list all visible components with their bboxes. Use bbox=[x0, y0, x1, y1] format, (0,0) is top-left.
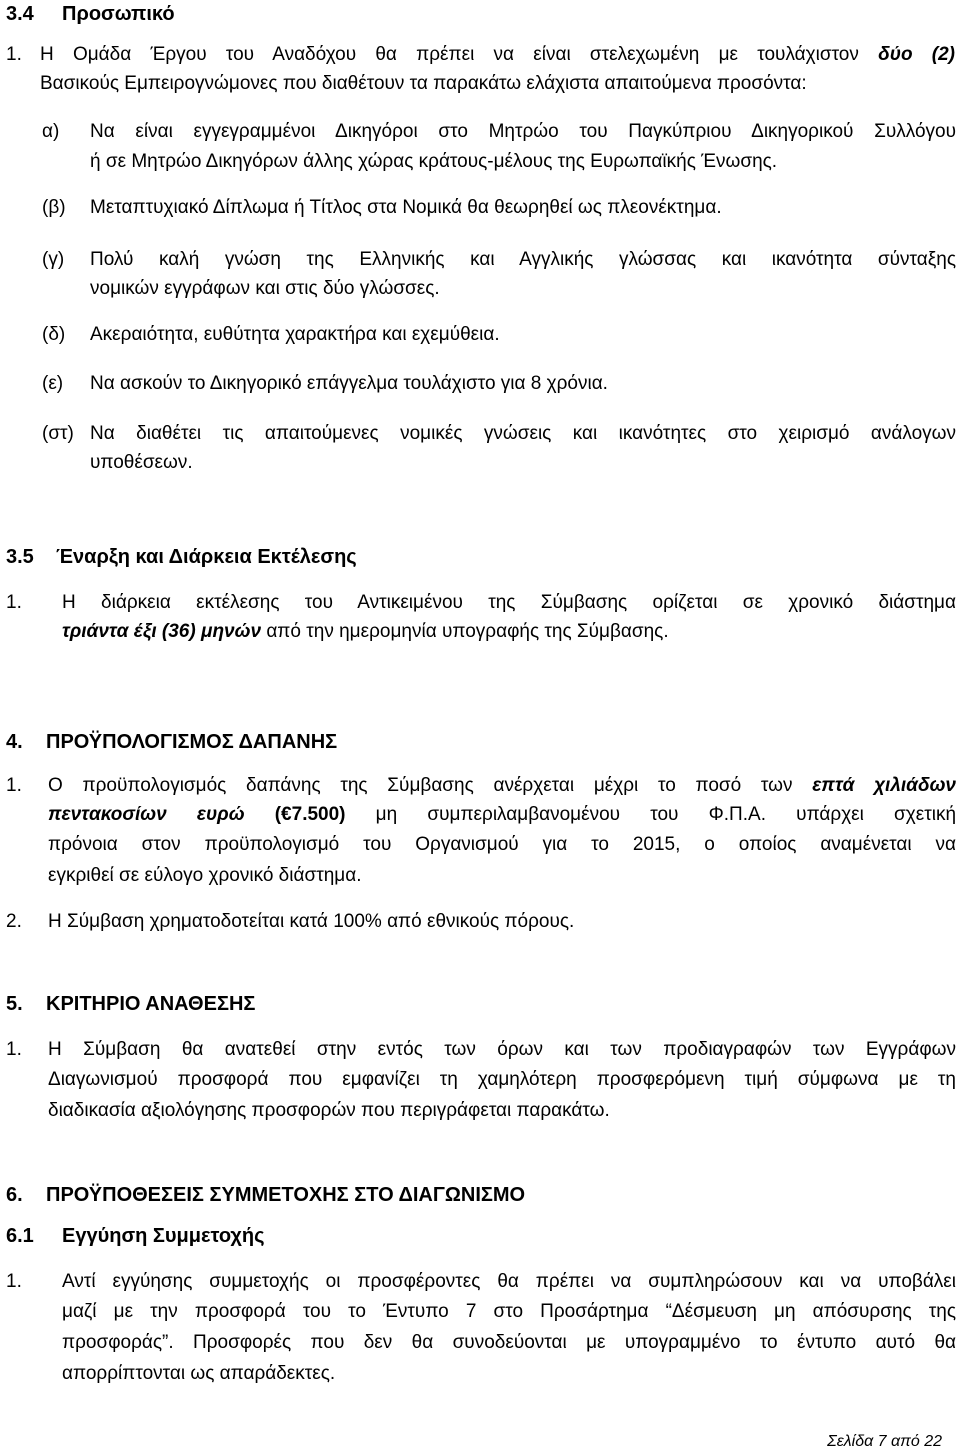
paragraph-line bbox=[48, 803, 956, 827]
text-run: από την ημερομηνία υπογραφής της Σύμβασης. bbox=[261, 621, 669, 642]
list-item-text: ή σε Μητρώο Δικηγόρων άλλης χώρας κράτους-μέλους της Ευρωπαϊκής Ένωσης. bbox=[90, 151, 778, 172]
item-number: 2. bbox=[6, 911, 22, 932]
paragraph-line: πρόνοια στον προϋπολογισμό του Οργανισμού για το 2015, ο οποίος αναμένεται να bbox=[48, 834, 956, 855]
paragraph-line: Αντί εγγύησης συμμετοχής οι προσφέροντες θα πρέπει να συμπληρώσουν και να υποβάλει bbox=[62, 1271, 956, 1292]
paragraph-line: Η Σύμβαση θα ανατεθεί στην εντός των όρων και των προδιαγραφών των Εγγράφων bbox=[48, 1039, 956, 1060]
emphasis-text: δύο (2) bbox=[878, 44, 956, 65]
section-4-heading bbox=[6, 730, 337, 754]
list-label: (ε) bbox=[42, 373, 64, 394]
list-item-text: νομικών εγγράφων και στις δύο γλώσσες. bbox=[90, 278, 440, 299]
paragraph-line bbox=[40, 43, 955, 67]
list-item-text: Μεταπτυχιακό Δίπλωμα ή Τίτλος στα Νομικά θα θεωρηθεί ως πλεονέκτημα. bbox=[90, 197, 722, 218]
paragraph-line: Βασικούς Εμπειρογνώμονες που διαθέτουν τα παρακάτω ελάχιστα απαιτούμενα προσόντα: bbox=[40, 73, 807, 94]
paragraph-line: απορρίπτονται ως απαράδεκτες. bbox=[62, 1363, 336, 1384]
section-title: Έναρξη και Διάρκεια Εκτέλεσης bbox=[56, 546, 357, 568]
section-title: Προσωπικό bbox=[62, 3, 175, 25]
section-number: 5. bbox=[6, 993, 23, 1015]
item-number: 1. bbox=[6, 1271, 22, 1292]
item-number: 1. bbox=[6, 775, 22, 796]
paragraph-line: μαζί με την προσφορά του το Έντυπο 7 στο Προσάρτημα “Δέσμευση μη απόσυρσης της bbox=[62, 1301, 956, 1322]
paragraph-line: Διαγωνισμού προσφορά που εμφανίζει τη χαμηλότερη προσφερόμενη τιμή σύμφωνα με τη bbox=[48, 1069, 956, 1090]
paragraph-line bbox=[48, 774, 956, 798]
list-label: (στ) bbox=[42, 423, 74, 444]
paragraph-line: Η Σύμβαση χρηματοδοτείται κατά 100% από εθνικούς πόρους. bbox=[48, 911, 575, 932]
section-number: 6.1 bbox=[6, 1225, 34, 1247]
paragraph-line: Η διάρκεια εκτέλεσης του Αντικειμένου της Σύμβασης ορίζεται σε χρονικό διάστημα bbox=[62, 592, 956, 613]
list-label: (β) bbox=[42, 197, 66, 218]
list-label: (δ) bbox=[42, 324, 66, 345]
text-run: Η Ομάδα Έργου του Αναδόχου θα πρέπει να είναι στελεχωμένη με τουλάχιστον bbox=[40, 44, 879, 65]
emphasis-text: τριάντα έξι (36) μηνών bbox=[62, 621, 262, 642]
section-3-4-heading bbox=[6, 2, 175, 26]
section-number: 6. bbox=[6, 1184, 23, 1206]
section-5-heading bbox=[6, 992, 255, 1016]
emphasis-text: πεντακοσίων ευρώ bbox=[48, 804, 245, 825]
paragraph-line: εγκριθεί σε εύλογο χρονικό διάστημα. bbox=[48, 865, 362, 886]
item-number: 1. bbox=[6, 44, 22, 65]
section-6-heading bbox=[6, 1183, 525, 1207]
list-item-text: Να είναι εγγεγραμμένοι Δικηγόροι στο Μητρώο του Παγκύπριου Δικηγορικού Συλλόγου bbox=[90, 121, 956, 142]
page-number-footer: Σελίδα 7 από 22 bbox=[827, 1433, 942, 1450]
paragraph-line: διαδικασία αξιολόγησης προσφορών που περιγράφεται παρακάτω. bbox=[48, 1100, 610, 1121]
section-number: 4. bbox=[6, 731, 23, 753]
item-number: 1. bbox=[6, 1039, 22, 1060]
text-run: Ο προϋπολογισμός δαπάνης της Σύμβασης ανέρχεται μέχρι το ποσό των bbox=[48, 775, 813, 796]
list-item-text: Να ασκούν το Δικηγορικό επάγγελμα τουλάχιστο για 8 χρόνια. bbox=[90, 373, 608, 394]
section-title: ΠΡΟΫΠΟΛΟΓΙΣΜΟΣ ΔΑΠΑΝΗΣ bbox=[46, 731, 338, 753]
list-label: α) bbox=[42, 121, 60, 142]
list-item-text: Ακεραιότητα, ευθύτητα χαρακτήρα και εχεμύθεια. bbox=[90, 324, 500, 345]
amount-text: (€7.500) bbox=[244, 804, 346, 825]
list-item-text: Να διαθέτει τις απαιτούμενες νομικές γνώσεις και ικανότητες στο χειρισμό ανάλογων bbox=[90, 423, 956, 444]
text-run: μη συμπεριλαμβανομένου του Φ.Π.Α. υπάρχει σχετική bbox=[345, 804, 957, 825]
section-3-5-heading bbox=[6, 545, 357, 569]
paragraph-line: προσφοράς”. Προσφορές που δεν θα συνοδεύονται με υπογραμμένο το έντυπο αυτό θα bbox=[62, 1332, 956, 1353]
paragraph-line bbox=[62, 620, 669, 644]
list-label: (γ) bbox=[42, 249, 65, 270]
section-number: 3.5 bbox=[6, 546, 34, 568]
section-title: ΚΡΙΤΗΡΙΟ ΑΝΑΘΕΣΗΣ bbox=[46, 993, 256, 1015]
section-6-1-heading bbox=[6, 1224, 265, 1248]
section-title: Εγγύηση Συμμετοχής bbox=[62, 1225, 265, 1247]
section-title: ΠΡΟΫΠΟΘΕΣΕΙΣ ΣΥΜΜΕΤΟΧΗΣ ΣΤΟ ΔΙΑΓΩΝΙΣΜΟ bbox=[46, 1184, 526, 1206]
list-item-text: υποθέσεων. bbox=[90, 452, 193, 473]
list-item-text: Πολύ καλή γνώση της Ελληνικής και Αγγλικής γλώσσας και ικανότητα σύνταξης bbox=[90, 249, 956, 270]
item-number: 1. bbox=[6, 592, 22, 613]
emphasis-text: επτά χιλιάδων bbox=[812, 775, 956, 796]
section-number: 3.4 bbox=[6, 3, 34, 25]
